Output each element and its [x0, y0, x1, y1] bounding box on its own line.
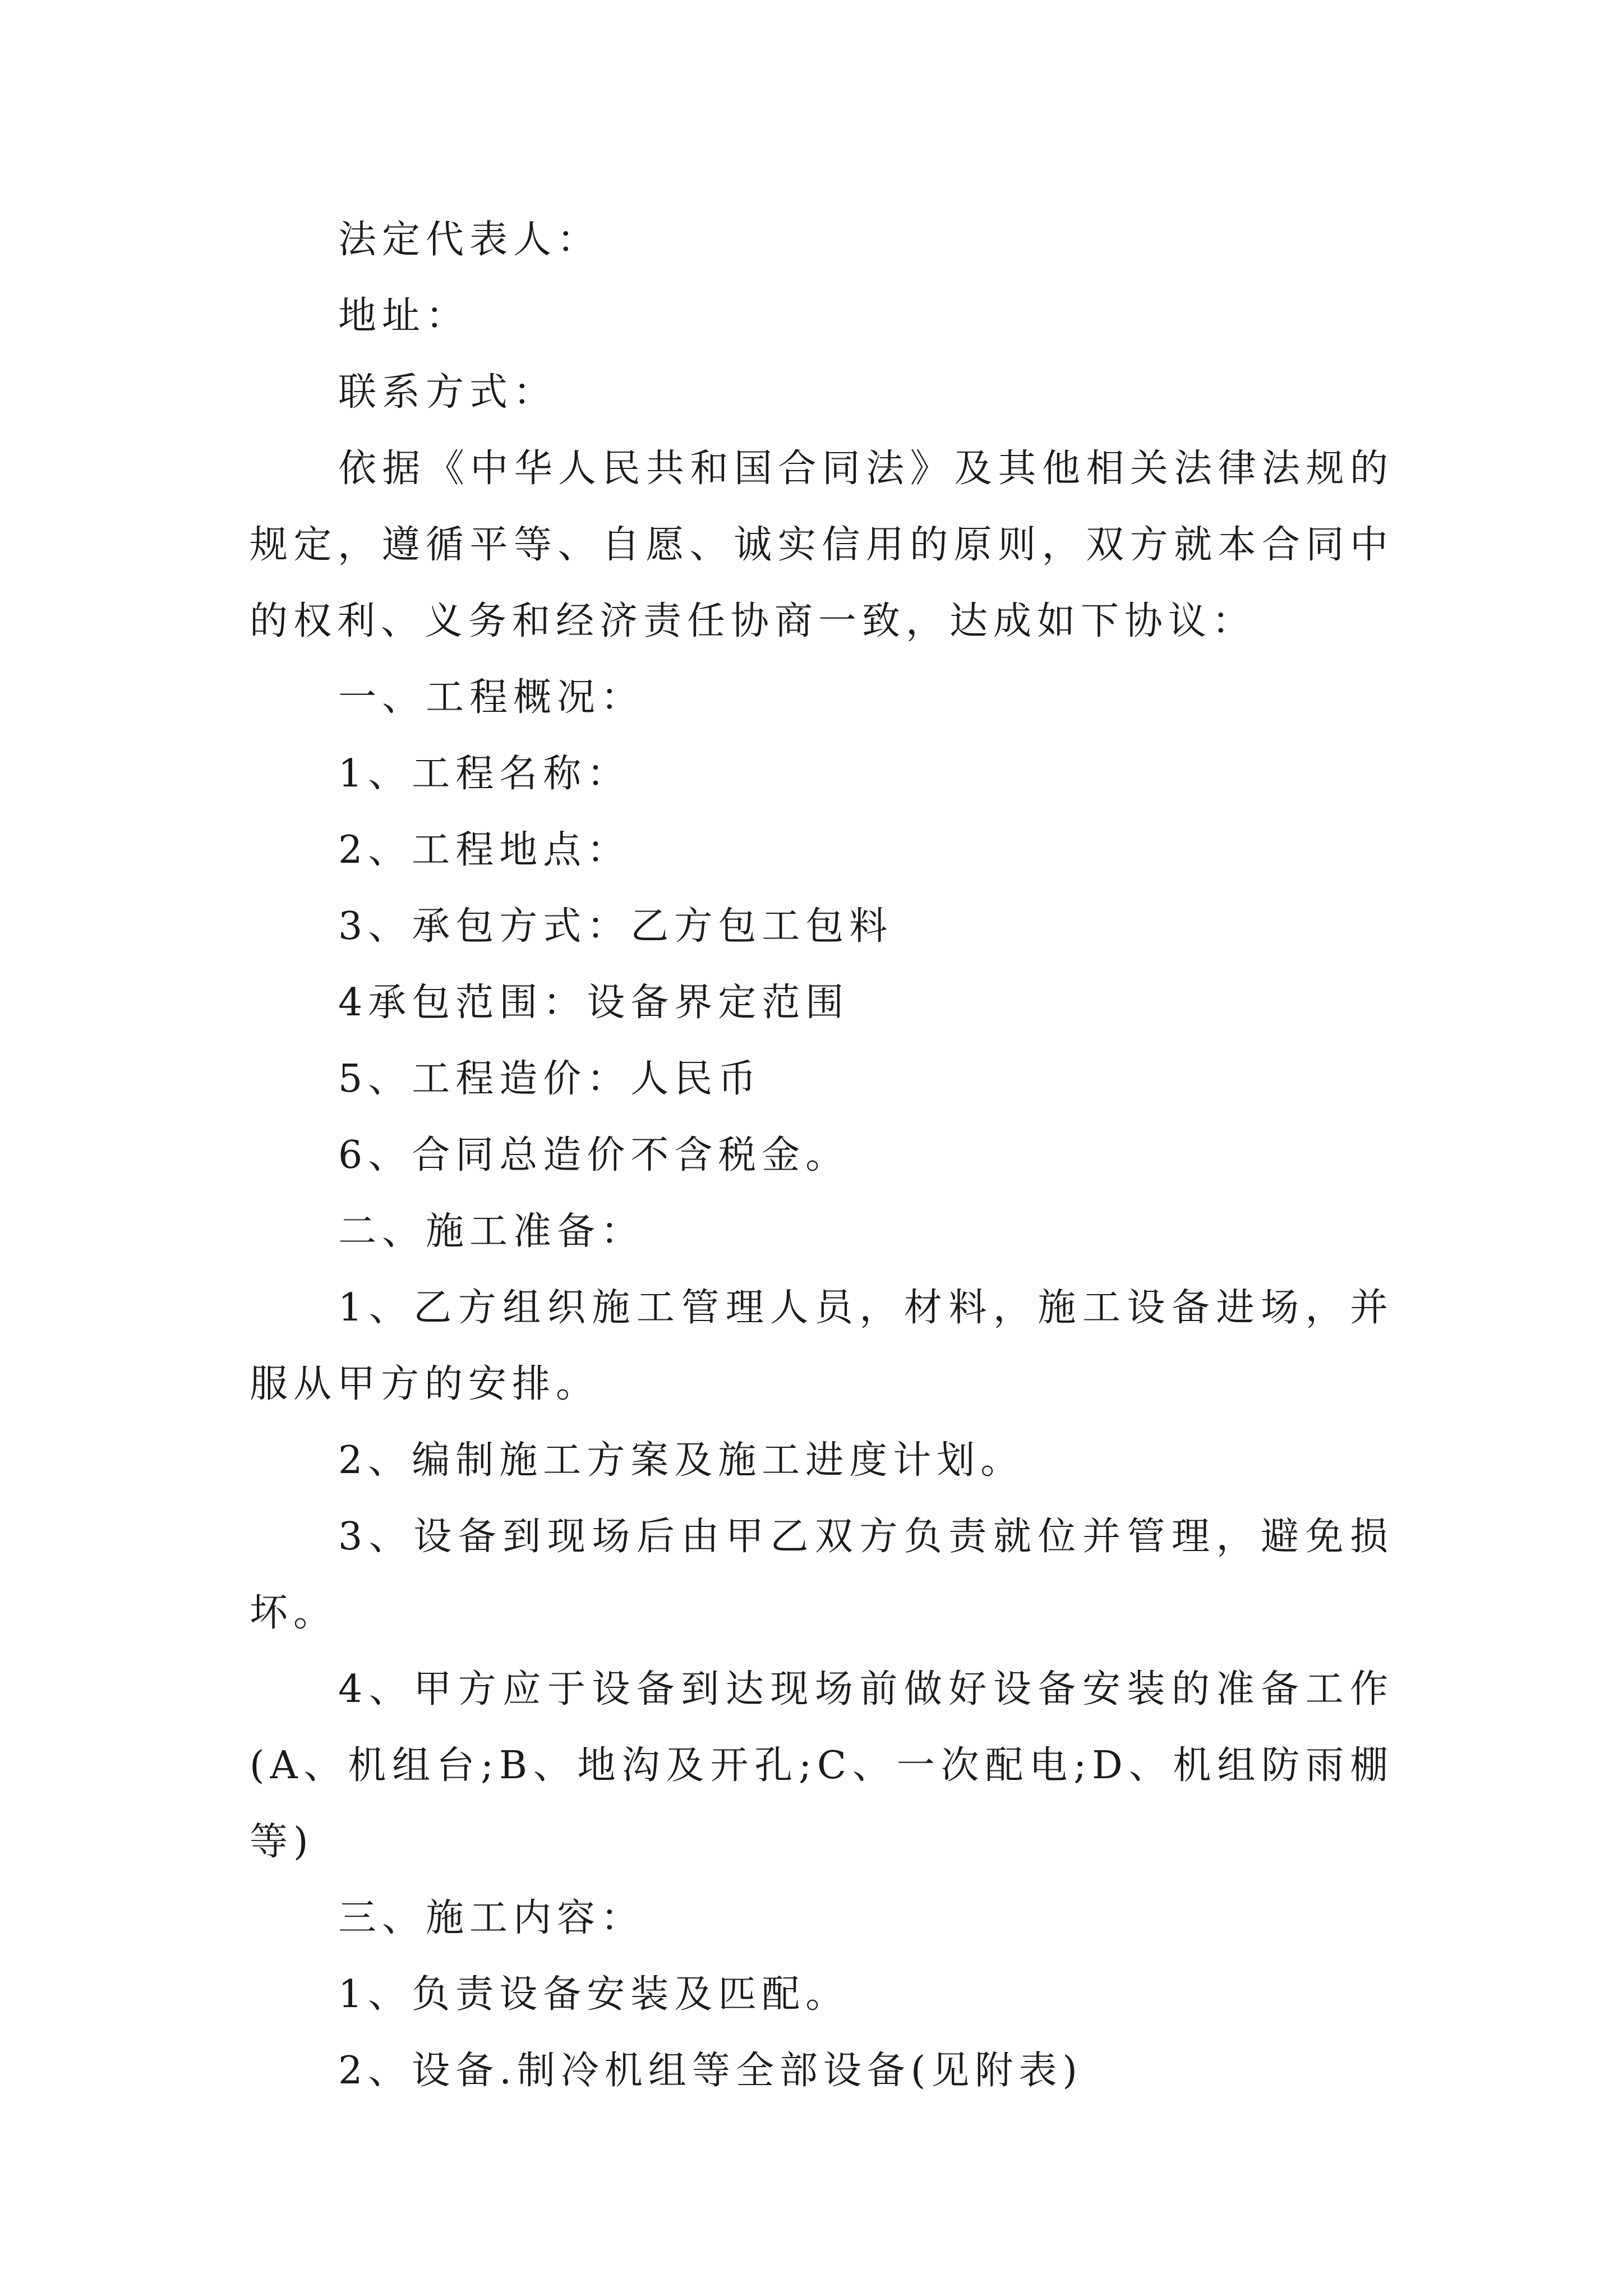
paragraph-contract-method: 3、承包方式：乙方包工包料	[338, 904, 893, 949]
paragraph-prep-1: 1、乙方组织施工管理人员，材料，施工设备进场，并服从甲方的安排。	[250, 1286, 1394, 1406]
paragraph-total-cost-tax: 6、合同总造价不含税金。	[338, 1133, 850, 1177]
document-body	[250, 202, 1394, 2109]
paragraph-address: 地址：	[338, 294, 470, 338]
paragraph-project-location: 2、工程地点：	[338, 828, 631, 872]
paragraph-prep-2: 2、编制施工方案及施工进度计划。	[338, 1438, 1025, 1483]
paragraph-legal-representative: 法定代表人：	[338, 218, 601, 262]
paragraph-contact: 联系方式：	[338, 370, 557, 415]
section-heading-construction-prep: 二、施工准备：	[338, 1209, 645, 1254]
paragraph-project-name: 1、工程名称：	[338, 752, 631, 796]
paragraph-content-2: 2、设备.制冷机组等全部设备(见附表)	[338, 2049, 1083, 2093]
section-heading-construction-content: 三、施工内容：	[338, 1896, 645, 1940]
paragraph-contract-scope: 4承包范围：设备界定范围	[338, 981, 850, 1025]
section-heading-project-overview: 一、工程概况：	[338, 675, 645, 720]
paragraph-prep-4: 4、甲方应于设备到达现场前做好设备安装的准备工作(A、机组台;B、地沟及开孔;C、一次配电;D、机组防雨棚等)	[250, 1667, 1394, 1864]
paragraph-project-cost: 5、工程造价：人民币	[338, 1057, 762, 1101]
paragraph-content-1: 1、负责设备安装及匹配。	[338, 1972, 850, 2017]
paragraph-preamble: 依据《中华人民共和国合同法》及其他相关法律法规的规定，遵循平等、自愿、诚实信用的原则，双方就本合同中的权利、义务和经济责任协商一致，达成如下协议：	[250, 447, 1394, 643]
paragraph-prep-3: 3、设备到现场后由甲乙双方负责就位并管理，避免损坏。	[250, 1515, 1394, 1635]
